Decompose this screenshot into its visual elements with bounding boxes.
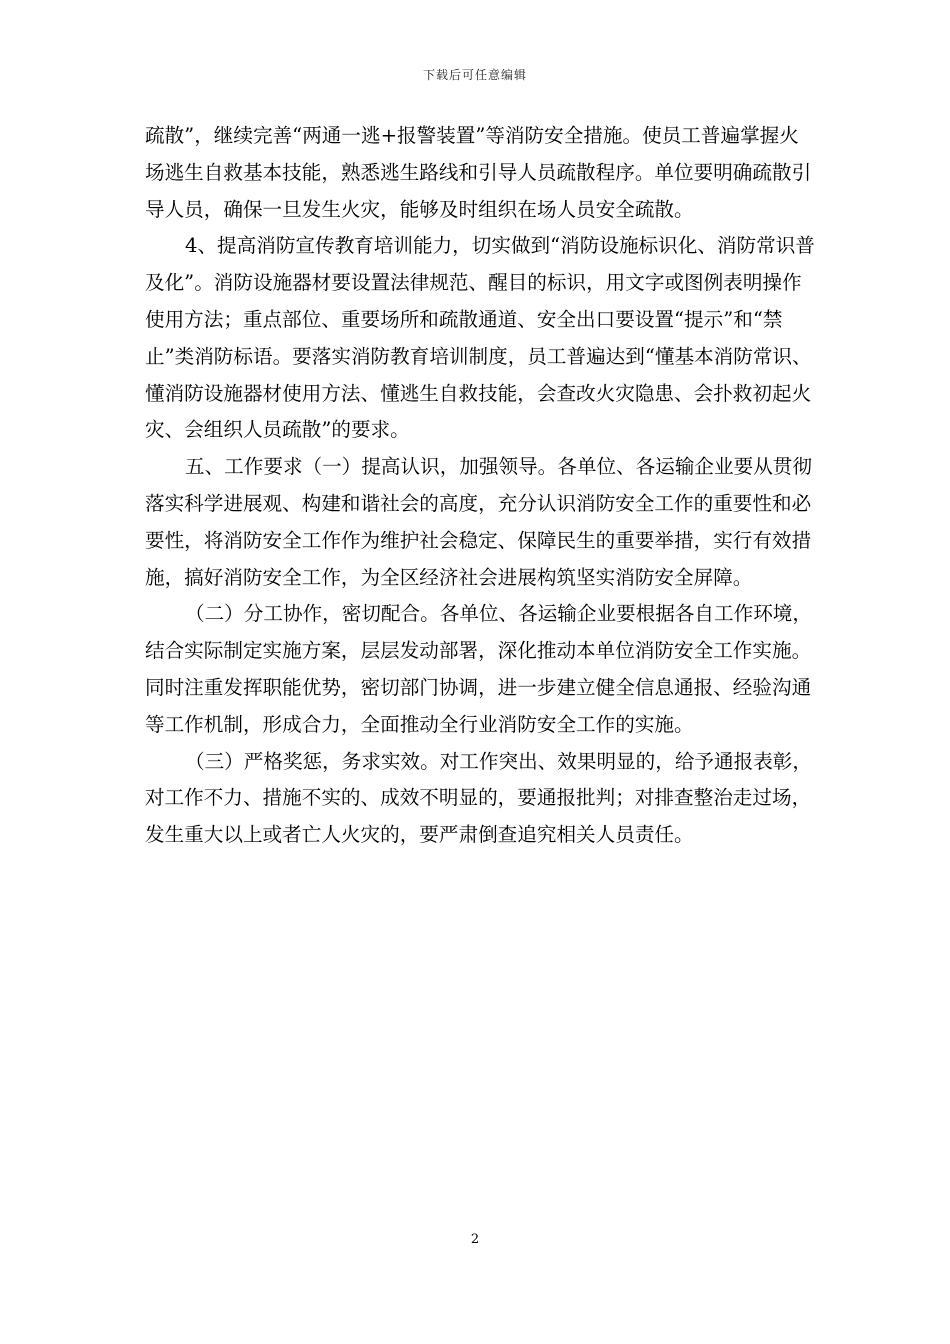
text-line: 导人员，确保一旦发生火灾，能够及时组织在场人员安全疏散。 (145, 197, 694, 221)
text-line: 发生重大以上或者亡人火灾的，要严肃倒查追究相关人员责任。 (145, 823, 694, 847)
text-line: 落实科学进展观、构建和谐社会的高度，充分认识消防安全工作的重要性和必 (145, 491, 812, 515)
page-header: 下载后可任意编辑 (422, 68, 527, 82)
paragraph (145, 596, 810, 743)
text-line: （二）分工协作，密切配合。各单位、各运输企业要根据各自工作环境， (185, 602, 812, 626)
text-line: 要性，将消防安全工作作为维护社会稳定、保障民生的重要举措，实行有效措 (145, 528, 812, 552)
text-line: 懂消防设施器材使用方法、懂逃生自救技能，会查改火灾隐患、会扑救初起火 (145, 381, 812, 405)
paragraph (145, 744, 810, 854)
text-line: 使用方法；重点部位、重要场所和疏散通道、安全出口要设置“提示”和“禁 (145, 307, 783, 331)
text-line: 止”类消防标语。要落实消防教育培训制度，员工普遍达到“懂基本消防常识、 (145, 344, 812, 368)
text-line: 4、提高消防宣传教育培训能力，切实做到“消防设施标识化、消防常识普 (185, 234, 815, 258)
document-body (145, 118, 815, 854)
page-number: 2 (470, 1232, 480, 1247)
paragraph (145, 449, 810, 596)
text-line: 施，搞好消防安全工作，为全区经济社会进展构筑坚实消防安全屏障。 (145, 565, 753, 589)
text-line: 及化”。消防设施器材要设置法律规范、醒目的标识，用文字或图例表明操作 (145, 271, 802, 295)
text-line: 五、工作要求（一）提高认识，加强领导。各单位、各运输企业要从贯彻 (185, 455, 812, 479)
text-line: 等工作机制，形成合力，全面推动全行业消防安全工作的实施。 (145, 712, 694, 736)
paragraph (145, 228, 815, 449)
text-line: 场逃生自救基本技能，熟悉逃生路线和引导人员疏散程序。单位要明确疏散引 (145, 160, 812, 184)
text-line: 同时注重发挥职能优势，密切部门协调，进一步建立健全信息通报、经验沟通 (145, 675, 812, 699)
text-line: 疏散”，继续完善“两通一逃+报警装置”等消防安全措施。使员工普遍掌握火 (145, 124, 799, 147)
text-line: 灾、会组织人员疏散”的要求。 (145, 418, 410, 442)
text-line: （三）严格奖惩，务求实效。对工作突出、效果明显的，给予通报表彰， (185, 749, 812, 773)
text-line: 对工作不力、措施不实的、成效不明显的，要通报批判；对排查整治走过场， (145, 786, 812, 810)
paragraph (145, 118, 810, 228)
text-line: 结合实际制定实施方案，层层发动部署，深化推动本单位消防安全工作实施。 (145, 639, 812, 663)
